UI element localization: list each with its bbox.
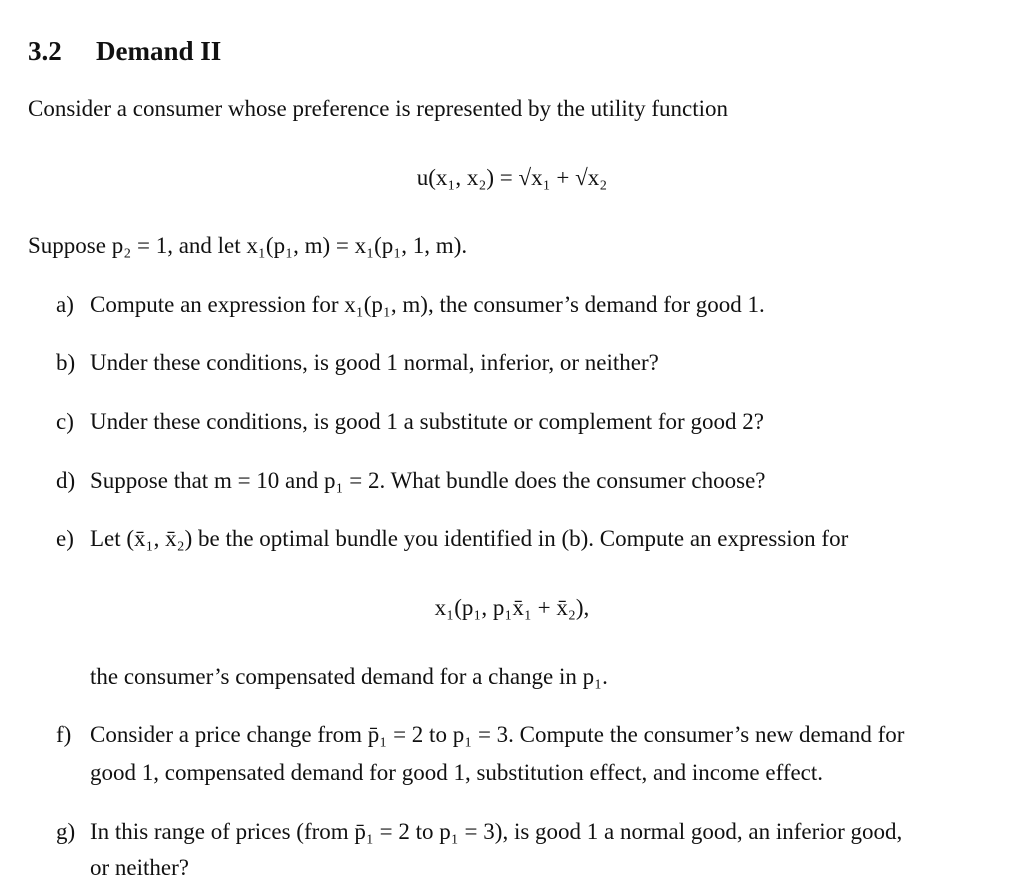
item-label-d: d) [56, 468, 76, 493]
item-text-e: Let (x̄₁, x̄₂) be the optimal bundle you identified in (b). Compute an expression for [90, 526, 849, 551]
item-label-c: c) [56, 409, 74, 434]
suppose-line: Suppose p₂ = 1, and let x₁(p₁, m) = x₁(p₁, 1, m). [28, 233, 468, 258]
utility-equation [0, 163, 1024, 193]
compensated-demand-caption: the consumer’s compensated demand for a change in p₁. [90, 664, 608, 689]
item-text-g-line1: In this range of prices (from p̄₁ = 2 to p₁ = 3), is good 1 a normal good, an inferior good, [90, 819, 903, 844]
list-item-e [56, 524, 848, 554]
item-text-f-line2: good 1, compensated demand for good 1, substitution effect, and income effect. [90, 760, 824, 785]
item-text-g-line2: or neither? [90, 855, 189, 880]
item-label-b: b) [56, 350, 76, 375]
list-item-c [56, 407, 764, 437]
section-title: Demand II [96, 36, 222, 66]
item-label-e: e) [56, 526, 74, 551]
item-text-c: Under these conditions, is good 1 a substitute or complement for good 2? [90, 409, 764, 434]
list-item-a [56, 290, 765, 320]
section-number: 3.2 [28, 36, 62, 66]
section-heading [28, 36, 221, 67]
item-text-b: Under these conditions, is good 1 normal, inferior, or neither? [90, 350, 659, 375]
item-text-a: Compute an expression for x₁(p₁, m), the consumer’s demand for good 1. [90, 292, 765, 317]
compensated-demand-equation [0, 593, 1024, 623]
compensated-demand-equation-text: x₁(p₁, p₁x̄₁ + x̄₂), [434, 595, 590, 620]
list-item-g [56, 817, 902, 847]
list-item-f [56, 720, 904, 750]
list-item-d [56, 466, 766, 496]
list-item-b [56, 348, 659, 378]
item-label-g: g) [56, 819, 76, 844]
utility-equation-text: u(x₁, x₂) = √x₁ + √x₂ [416, 165, 608, 190]
item-label-f: f) [56, 722, 72, 747]
intro-paragraph: Consider a consumer whose preference is represented by the utility function [28, 96, 728, 121]
item-text-d: Suppose that m = 10 and p₁ = 2. What bundle does the consumer choose? [90, 468, 766, 493]
item-text-f-line1: Consider a price change from p̄₁ = 2 to p₁ = 3. Compute the consumer’s new demand for [90, 722, 905, 747]
item-label-a: a) [56, 292, 74, 317]
